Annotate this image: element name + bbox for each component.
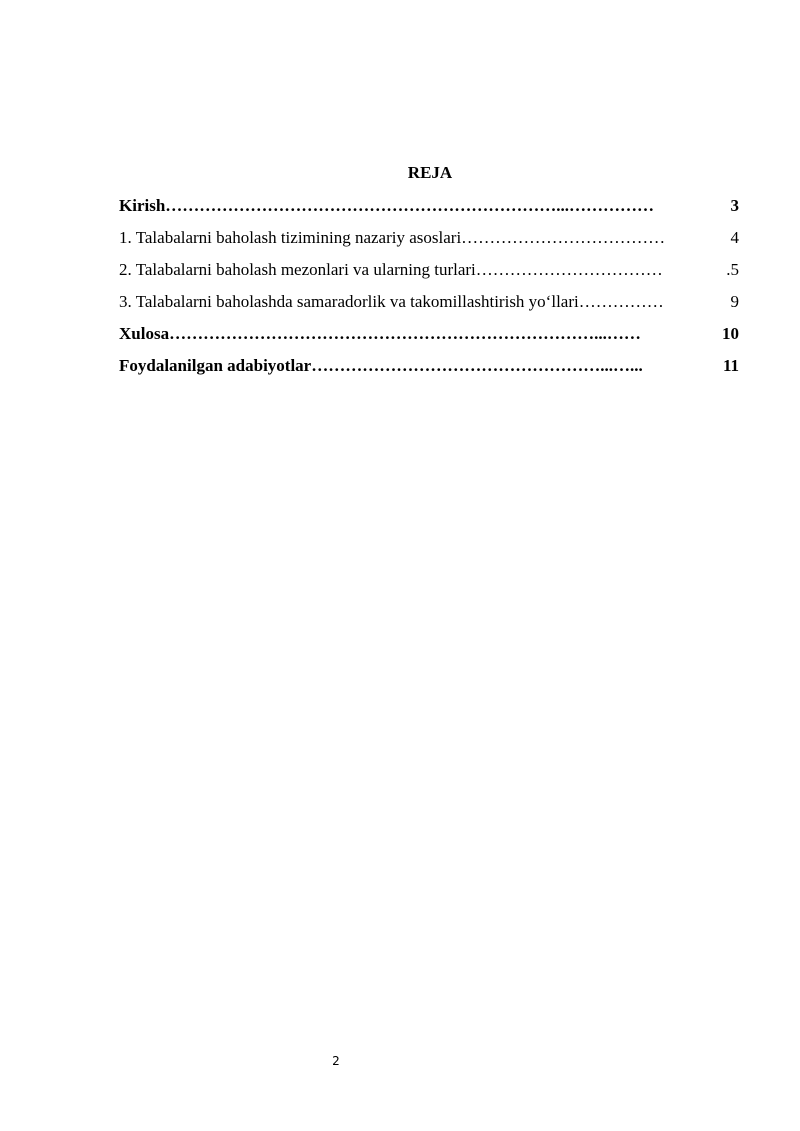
toc-item-section-1[interactable]	[119, 226, 739, 258]
toc-page-number: 9	[730, 290, 740, 314]
page-title: REJA	[407, 163, 453, 182]
toc-leader-dots: ………………………………	[461, 228, 666, 247]
toc-leader-dots: ……………………………………………...…...	[311, 356, 643, 375]
toc-item-section-2[interactable]	[119, 258, 739, 290]
toc-item-adabiyotlar[interactable]	[119, 354, 739, 386]
toc-page-number: 3	[730, 194, 740, 218]
toc-item-xulosa[interactable]	[119, 322, 739, 354]
toc-page-number: 11	[722, 354, 739, 378]
toc-item-label: Xulosa	[119, 324, 170, 343]
toc-item-kirish[interactable]	[119, 194, 739, 226]
toc-page-number: 4	[730, 226, 740, 250]
toc-item-label: 3. Talabalarni baholashda samaradorlik va takomillashtirish yo‘llari	[119, 292, 579, 311]
toc-item-label: 1. Talabalarni baholash tizimining nazariy asoslari	[119, 228, 462, 247]
toc-item-label: Kirish	[119, 196, 166, 215]
toc-item-section-3[interactable]	[119, 290, 739, 322]
toc-page-number: 10	[721, 322, 739, 346]
toc-item-label: 2. Talabalarni baholash mezonlari va ularning turlari	[119, 260, 476, 279]
toc-leader-dots: ……………………………………………………………...……………	[165, 196, 655, 215]
toc-item-label: Foydalanilgan adabiyotlar	[119, 356, 312, 375]
toc-leader-dots: ……………	[578, 292, 664, 311]
toc-page-number: .5	[725, 258, 739, 282]
page-number: 2	[332, 1054, 340, 1068]
toc-leader-dots: ……………………………	[475, 260, 663, 279]
toc-leader-dots: …………………………………………………………………...……	[169, 324, 641, 343]
table-of-contents	[119, 194, 739, 386]
